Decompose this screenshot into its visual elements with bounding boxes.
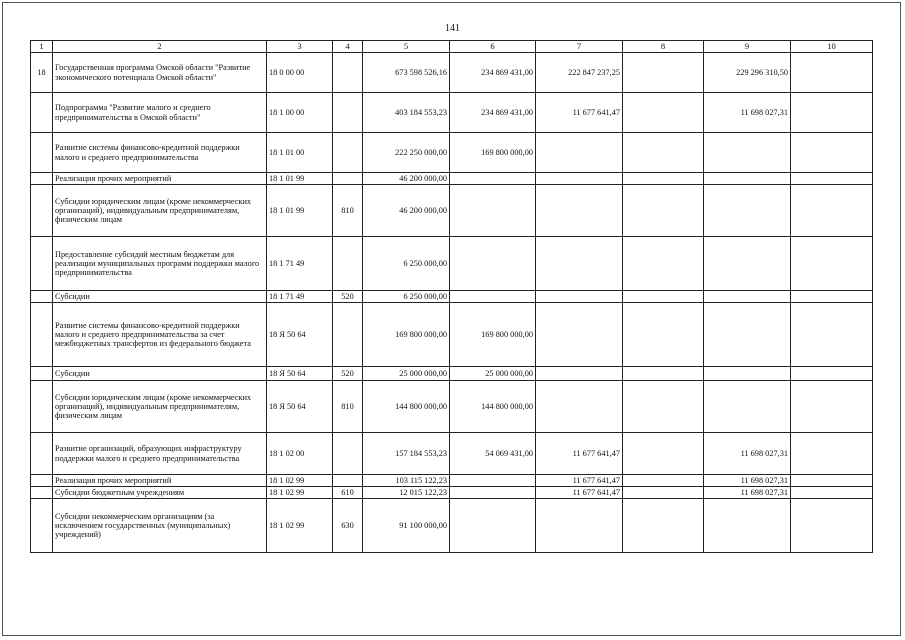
code-cell: 18 Я 50 64: [267, 381, 333, 433]
table-row: [31, 499, 873, 553]
row-number-cell: [31, 173, 53, 185]
row-name-cell: Предоставление субсидий местным бюджетам для реализации муниципальных программ поддержки малого предпринимательства: [53, 237, 267, 291]
amount-cell: 11 698 027,31: [704, 433, 791, 475]
column-header: 6: [450, 41, 536, 53]
amount-cell: [704, 185, 791, 237]
amount-cell: [536, 185, 623, 237]
amount-cell: 11 698 027,31: [704, 487, 791, 499]
row-name-cell: Развитие системы финансово-кредитной поддержки малого и среднего предпринимательства за счет межбюджетных трансфертов из федерального бюджета: [53, 303, 267, 367]
amount-cell: [623, 303, 704, 367]
amount-cell: 11 677 641,47: [536, 433, 623, 475]
amount-cell: [623, 237, 704, 291]
type-code-cell: [333, 53, 363, 93]
page-number: 141: [445, 23, 460, 34]
type-code-cell: [333, 173, 363, 185]
amount-cell: [450, 173, 536, 185]
amount-cell: [791, 237, 873, 291]
row-name-cell: Реализация прочих мероприятий: [53, 475, 267, 487]
amount-cell: 222 250 000,00: [363, 133, 450, 173]
row-name-cell: Субсидии юридическим лицам (кроме некоммерческих организаций), индивидуальным предпринимателям, физическим лицам: [53, 381, 267, 433]
type-code-cell: [333, 133, 363, 173]
amount-cell: 25 000 000,00: [450, 367, 536, 381]
type-code-cell: [333, 303, 363, 367]
amount-cell: [536, 367, 623, 381]
amount-cell: [623, 381, 704, 433]
amount-cell: 169 800 000,00: [363, 303, 450, 367]
amount-cell: 403 184 553,23: [363, 93, 450, 133]
amount-cell: [536, 173, 623, 185]
table-row: [31, 237, 873, 291]
amount-cell: [623, 487, 704, 499]
table-row: [31, 433, 873, 475]
amount-cell: [623, 475, 704, 487]
amount-cell: [791, 173, 873, 185]
type-code-cell: 610: [333, 487, 363, 499]
amount-cell: [450, 185, 536, 237]
amount-cell: 169 800 000,00: [450, 303, 536, 367]
amount-cell: [450, 487, 536, 499]
code-cell: 18 1 02 99: [267, 487, 333, 499]
amount-cell: 25 000 000,00: [363, 367, 450, 381]
amount-cell: [536, 499, 623, 553]
amount-cell: [450, 499, 536, 553]
row-number-cell: [31, 303, 53, 367]
code-cell: 18 1 01 00: [267, 133, 333, 173]
row-number-cell: [31, 93, 53, 133]
amount-cell: 46 200 000,00: [363, 185, 450, 237]
amount-cell: [791, 185, 873, 237]
table-row: [31, 53, 873, 93]
amount-cell: [704, 173, 791, 185]
type-code-cell: [333, 93, 363, 133]
amount-cell: [791, 487, 873, 499]
row-name-cell: Субсидии: [53, 291, 267, 303]
row-name-cell: Субсидии: [53, 367, 267, 381]
amount-cell: [791, 475, 873, 487]
amount-cell: 169 800 000,00: [450, 133, 536, 173]
table-row: [31, 93, 873, 133]
amount-cell: [704, 133, 791, 173]
amount-cell: [704, 367, 791, 381]
type-code-cell: 520: [333, 367, 363, 381]
code-cell: 18 1 71 49: [267, 291, 333, 303]
amount-cell: 234 869 431,00: [450, 93, 536, 133]
code-cell: 18 1 02 00: [267, 433, 333, 475]
table-row: [31, 303, 873, 367]
amount-cell: [623, 367, 704, 381]
code-cell: 18 0 00 00: [267, 53, 333, 93]
amount-cell: [536, 237, 623, 291]
code-cell: 18 Я 50 64: [267, 303, 333, 367]
amount-cell: [791, 303, 873, 367]
amount-cell: 673 598 526,16: [363, 53, 450, 93]
amount-cell: [791, 133, 873, 173]
amount-cell: [536, 303, 623, 367]
table-row: [31, 133, 873, 173]
amount-cell: [450, 237, 536, 291]
amount-cell: 144 800 000,00: [450, 381, 536, 433]
type-code-cell: 520: [333, 291, 363, 303]
budget-table: [30, 40, 873, 553]
amount-cell: 157 184 553,23: [363, 433, 450, 475]
column-header: 9: [704, 41, 791, 53]
row-number-cell: [31, 475, 53, 487]
row-number-cell: [31, 367, 53, 381]
amount-cell: [791, 381, 873, 433]
amount-cell: [623, 499, 704, 553]
amount-cell: [536, 291, 623, 303]
row-name-cell: Развитие организаций, образующих инфраструктуру поддержки малого и среднего предпринимательства: [53, 433, 267, 475]
amount-cell: 46 200 000,00: [363, 173, 450, 185]
row-name-cell: Развитие системы финансово-кредитной поддержки малого и среднего предпринимательства: [53, 133, 267, 173]
amount-cell: 222 847 237,25: [536, 53, 623, 93]
amount-cell: 6 250 000,00: [363, 291, 450, 303]
code-cell: 18 1 02 99: [267, 499, 333, 553]
amount-cell: [623, 173, 704, 185]
amount-cell: [623, 133, 704, 173]
amount-cell: [791, 367, 873, 381]
column-header: 8: [623, 41, 704, 53]
amount-cell: [623, 53, 704, 93]
row-number-cell: [31, 133, 53, 173]
amount-cell: [704, 291, 791, 303]
row-number-cell: [31, 487, 53, 499]
amount-cell: [536, 133, 623, 173]
column-header: 10: [791, 41, 873, 53]
amount-cell: [704, 303, 791, 367]
amount-cell: 11 677 641,47: [536, 93, 623, 133]
amount-cell: 11 677 641,47: [536, 487, 623, 499]
amount-cell: 229 296 310,50: [704, 53, 791, 93]
code-cell: 18 1 71 49: [267, 237, 333, 291]
amount-cell: 11 698 027,31: [704, 475, 791, 487]
type-code-cell: 810: [333, 381, 363, 433]
table-row: [31, 475, 873, 487]
type-code-cell: 630: [333, 499, 363, 553]
amount-cell: 234 869 431,00: [450, 53, 536, 93]
amount-cell: [623, 185, 704, 237]
row-number-cell: [31, 185, 53, 237]
amount-cell: [536, 381, 623, 433]
amount-cell: [791, 93, 873, 133]
type-code-cell: [333, 475, 363, 487]
row-name-cell: Реализация прочих мероприятий: [53, 173, 267, 185]
amount-cell: [791, 499, 873, 553]
row-name-cell: Субсидии бюджетным учреждениям: [53, 487, 267, 499]
column-header: 7: [536, 41, 623, 53]
amount-cell: [704, 381, 791, 433]
row-name-cell: Государственная программа Омской области "Развитие экономического потенциала Омской области": [53, 53, 267, 93]
amount-cell: [791, 291, 873, 303]
column-header: 1: [31, 41, 53, 53]
row-name-cell: Субсидии юридическим лицам (кроме некоммерческих организаций), индивидуальным предпринимателям, физическим лицам: [53, 185, 267, 237]
table-row: [31, 367, 873, 381]
row-number-cell: 18: [31, 53, 53, 93]
amount-cell: 103 115 122,23: [363, 475, 450, 487]
column-header: 2: [53, 41, 267, 53]
column-header: 5: [363, 41, 450, 53]
row-number-cell: [31, 381, 53, 433]
row-name-cell: Субсидии некоммерческим организациям (за исключением государственных (муниципальных) учреждений): [53, 499, 267, 553]
row-number-cell: [31, 237, 53, 291]
row-number-cell: [31, 291, 53, 303]
amount-cell: [791, 53, 873, 93]
code-cell: 18 1 01 99: [267, 185, 333, 237]
header-row: [31, 41, 873, 53]
column-header: 4: [333, 41, 363, 53]
row-name-cell: Подпрограмма "Развитие малого и среднего предпринимательства в Омской области": [53, 93, 267, 133]
table-row: [31, 185, 873, 237]
table-row: [31, 381, 873, 433]
code-cell: 18 1 02 99: [267, 475, 333, 487]
amount-cell: [704, 499, 791, 553]
column-header: 3: [267, 41, 333, 53]
amount-cell: [450, 291, 536, 303]
amount-cell: [623, 291, 704, 303]
amount-cell: 11 677 641,47: [536, 475, 623, 487]
amount-cell: [791, 433, 873, 475]
amount-cell: [450, 475, 536, 487]
type-code-cell: [333, 433, 363, 475]
amount-cell: [623, 93, 704, 133]
amount-cell: 91 100 000,00: [363, 499, 450, 553]
code-cell: 18 1 00 00: [267, 93, 333, 133]
amount-cell: [623, 433, 704, 475]
amount-cell: 6 250 000,00: [363, 237, 450, 291]
amount-cell: [704, 237, 791, 291]
code-cell: 18 Я 50 64: [267, 367, 333, 381]
type-code-cell: 810: [333, 185, 363, 237]
code-cell: 18 1 01 99: [267, 173, 333, 185]
amount-cell: 11 698 027,31: [704, 93, 791, 133]
row-number-cell: [31, 433, 53, 475]
amount-cell: 12 015 122,23: [363, 487, 450, 499]
table-row: [31, 173, 873, 185]
type-code-cell: [333, 237, 363, 291]
row-number-cell: [31, 499, 53, 553]
amount-cell: 54 069 431,00: [450, 433, 536, 475]
table-row: [31, 487, 873, 499]
table-row: [31, 291, 873, 303]
amount-cell: 144 800 000,00: [363, 381, 450, 433]
